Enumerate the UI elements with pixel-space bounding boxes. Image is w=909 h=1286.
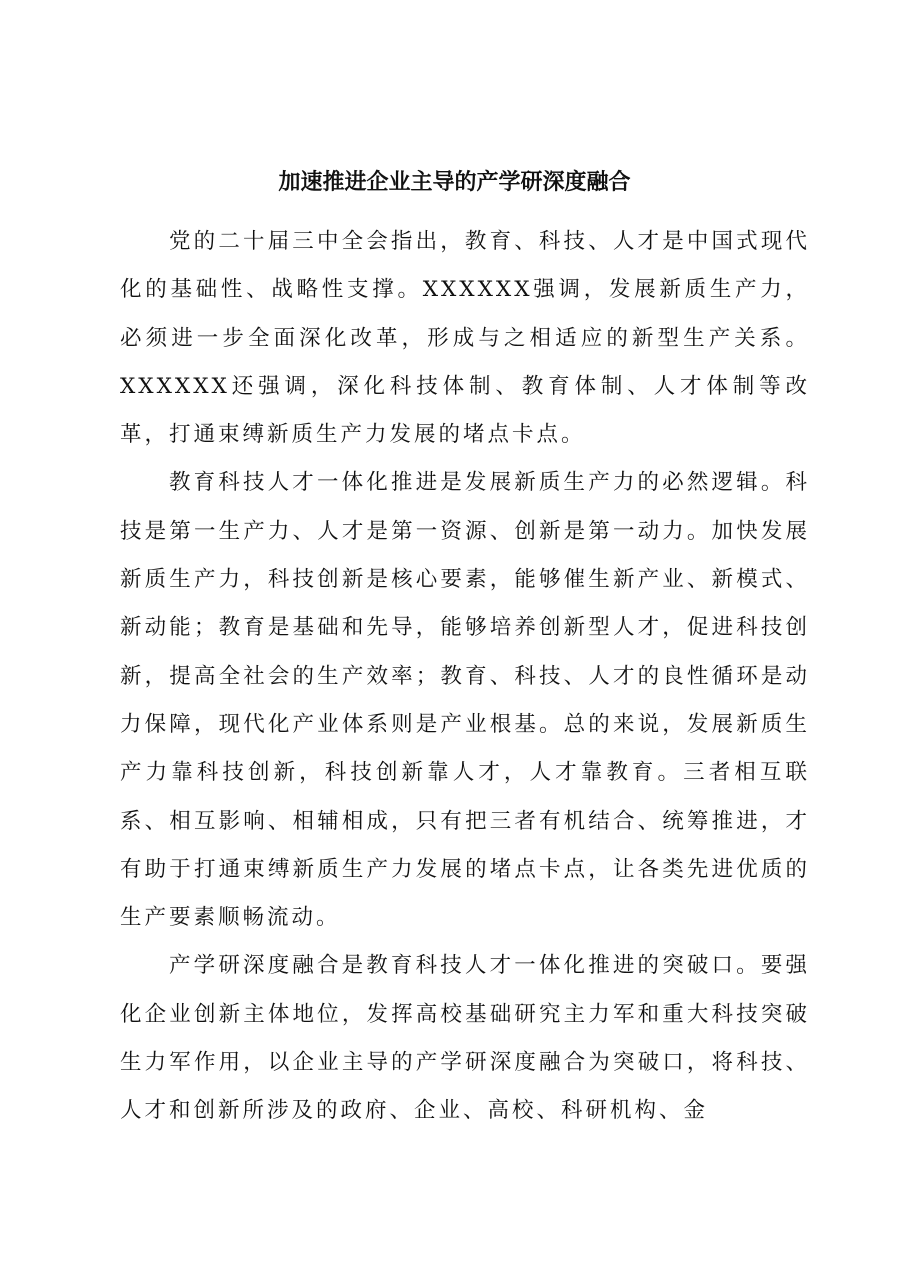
paragraph-2: 教育科技人才一体化推进是发展新质生产力的必然逻辑。科技是第一生产力、人才是第一资源、创新是第一动力。加快发展新质生产力，科技创新是核心要素，能够催生新产业、新模式、新动能；教育是基础和先导，能够培养创新型人才，促进科技创新，提高全社会的生产效率；教育、科技、人才的良性循环是动力保障，现代化产业体系则是产业根基。总的来说，发展新质生产力靠科技创新，科技创新靠人才，人才靠教育。三者相互联系、相互影响、相辅相成，只有把三者有机结合、统筹推进，才有助于打通束缚新质生产力发展的堵点卡点，让各类先进优质的生产要素顺畅流动。 (120, 470, 810, 931)
document-body (120, 218, 810, 1136)
paragraph-3: 产学研深度融合是教育科技人才一体化推进的突破口。要强化企业创新主体地位，发挥高校基础研究主力军和重大科技突破生力军作用，以企业主导的产学研深度融合为突破口，将科技、人才和创新所涉及的政府、企业、高校、科研机构、金 (120, 953, 810, 1124)
paragraph-1: 党的二十届三中全会指出，教育、科技、人才是中国式现代化的基础性、战略性支撑。XXXXXX强调，发展新质生产力，必须进一步全面深化改革，形成与之相适应的新型生产关系。XXXXXX还强调，深化科技体制、教育体制、人才体制等改革，打通束缚新质生产力发展的堵点卡点。 (120, 229, 810, 448)
document-title: 加速推进企业主导的产学研深度融合 (278, 169, 631, 195)
